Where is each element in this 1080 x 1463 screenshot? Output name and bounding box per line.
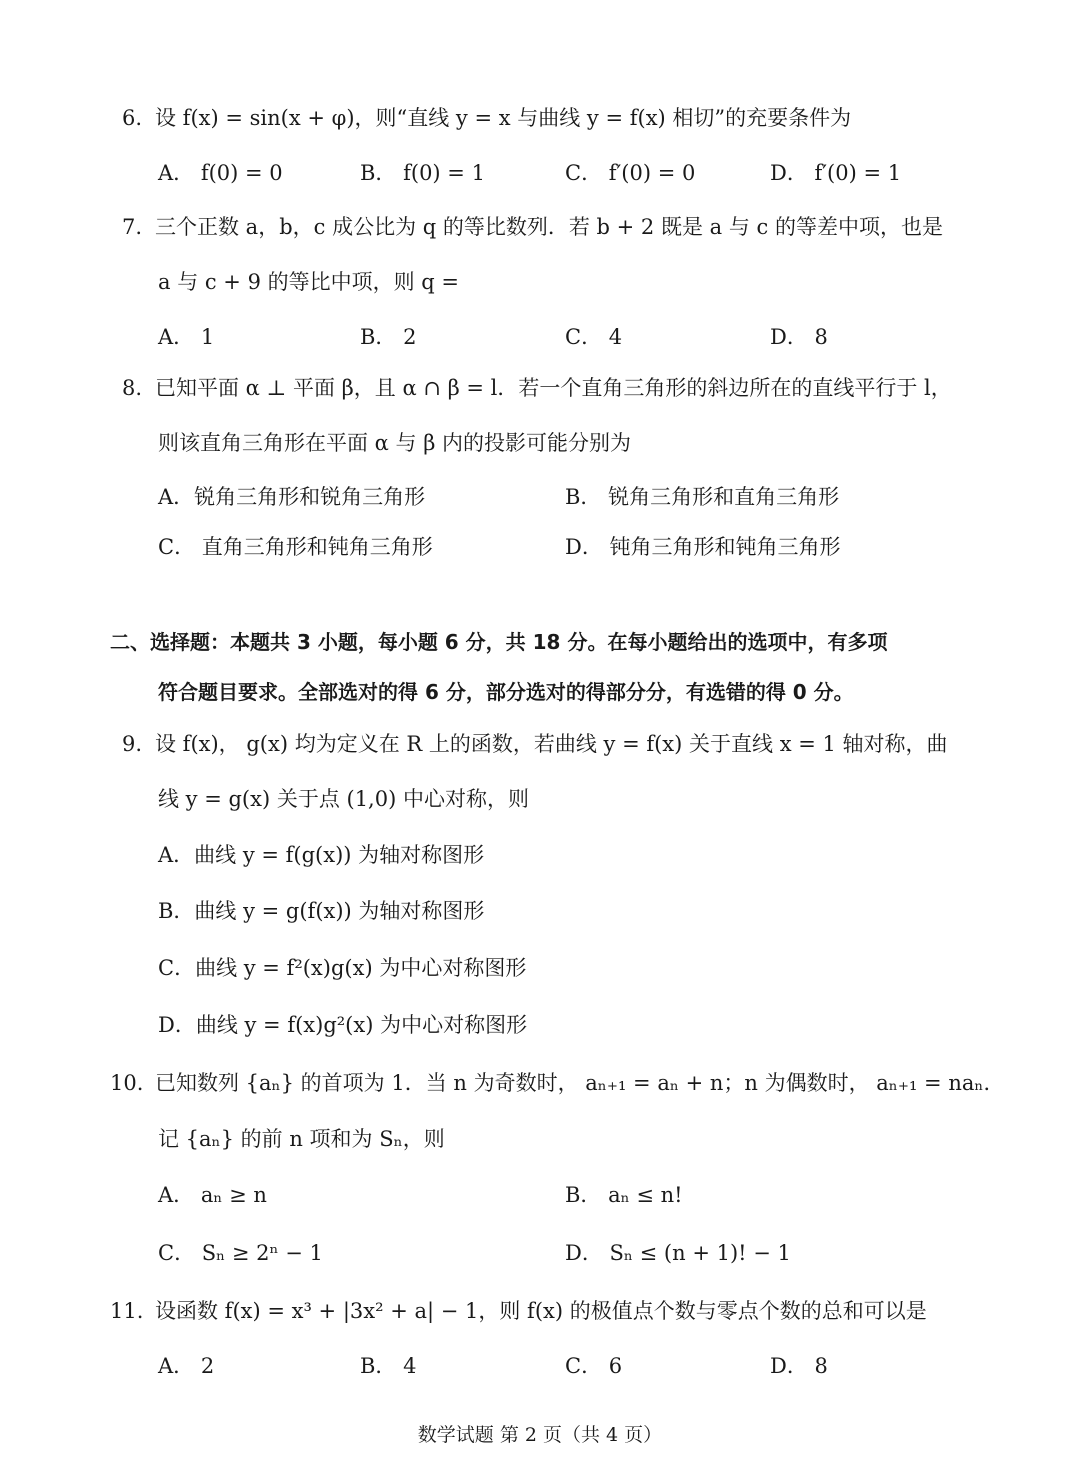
q6-option-c: C． f′(0) = 0 [565,161,696,185]
q8-option-d: D． 钝角三角形和钝角三角形 [565,535,841,559]
q8-option-c: C． 直角三角形和钝角三角形 [158,535,433,559]
question-7-number: 7. [122,215,143,239]
question-9-text-cont: 线 y = g(x) 关于点 (1,0) 中心对称，则 [158,787,529,811]
q11-option-b: B． 4 [360,1354,417,1378]
question-9-number: 9. [122,732,143,756]
q8-option-a: A．锐角三角形和锐角三角形 [158,485,426,509]
question-7-text-cont: a 与 c + 9 的等比中项，则 q = [158,270,460,294]
question-8-text-cont: 则该直角三角形在平面 α 与 β 内的投影可能分别为 [158,431,632,455]
q7-option-b: B． 2 [360,325,417,349]
q10-option-c: C． Sₙ ≥ 2ⁿ − 1 [158,1241,323,1265]
q9-option-c: C．曲线 y = f²(x)g(x) 为中心对称图形 [158,956,527,980]
q10-option-d: D． Sₙ ≤ (n + 1)! − 1 [565,1241,791,1265]
question-10-text: 已知数列 {aₙ} 的首项为 1．当 n 为奇数时， aₙ₊₁ = aₙ + n；n 为偶数时， aₙ₊₁ = naₙ． [155,1071,1005,1095]
q7-option-c: C． 4 [565,325,623,349]
q11-option-c: C． 6 [565,1354,623,1378]
section-2-heading: 二、选择题：本题共 3 小题，每小题 6 分，共 18 分。在每小题给出的选项中，有多项 [110,630,888,654]
q7-option-a: A． 1 [158,325,215,349]
q10-option-a: A． aₙ ≥ n [158,1183,267,1207]
question-10-text-cont: 记 {aₙ} 的前 n 项和为 Sₙ，则 [158,1127,445,1151]
question-6-text: 设 f(x) = sin(x + φ)，则“直线 y = x 与曲线 y = f(x) 相切”的充要条件为 [155,106,852,130]
q8-option-b: B． 锐角三角形和直角三角形 [565,485,840,509]
q11-option-a: A． 2 [158,1354,215,1378]
q11-option-d: D． 8 [770,1354,828,1378]
q7-option-d: D． 8 [770,325,828,349]
q9-option-a: A．曲线 y = f(g(x)) 为轴对称图形 [158,843,485,867]
section-2-heading-cont: 符合题目要求。全部选对的得 6 分，部分选对的得部分分，有选错的得 0 分。 [158,680,854,704]
page-footer: 数学试题 第 2 页（共 4 页） [417,1424,663,1446]
question-11-text: 设函数 f(x) = x³ + |3x² + a| − 1，则 f(x) 的极值点个数与零点个数的总和可以是 [155,1299,927,1323]
question-8-text: 已知平面 α ⊥ 平面 β，且 α ∩ β = l．若一个直角三角形的斜边所在的直线平行于 l， [155,376,952,400]
question-10-number: 10. [110,1071,144,1095]
question-8-number: 8. [122,376,143,400]
question-6-number: 6. [122,106,143,130]
q10-option-b: B． aₙ ≤ n! [565,1183,683,1207]
q9-option-b: B．曲线 y = g(f(x)) 为轴对称图形 [158,899,485,923]
q9-option-d: D．曲线 y = f(x)g²(x) 为中心对称图形 [158,1013,528,1037]
question-11-number: 11. [110,1299,144,1323]
q6-option-b: B． f(0) = 1 [360,161,485,185]
question-7-text: 三个正数 a，b，c 成公比为 q 的等比数列．若 b + 2 既是 a 与 c 的等差中项，也是 [155,215,943,239]
q6-option-d: D． f′(0) = 1 [770,161,902,185]
q6-option-a: A． f(0) = 0 [158,161,283,185]
question-9-text: 设 f(x)， g(x) 均为定义在 R 上的函数，若曲线 y = f(x) 关于直线 x = 1 轴对称，曲 [155,732,948,756]
